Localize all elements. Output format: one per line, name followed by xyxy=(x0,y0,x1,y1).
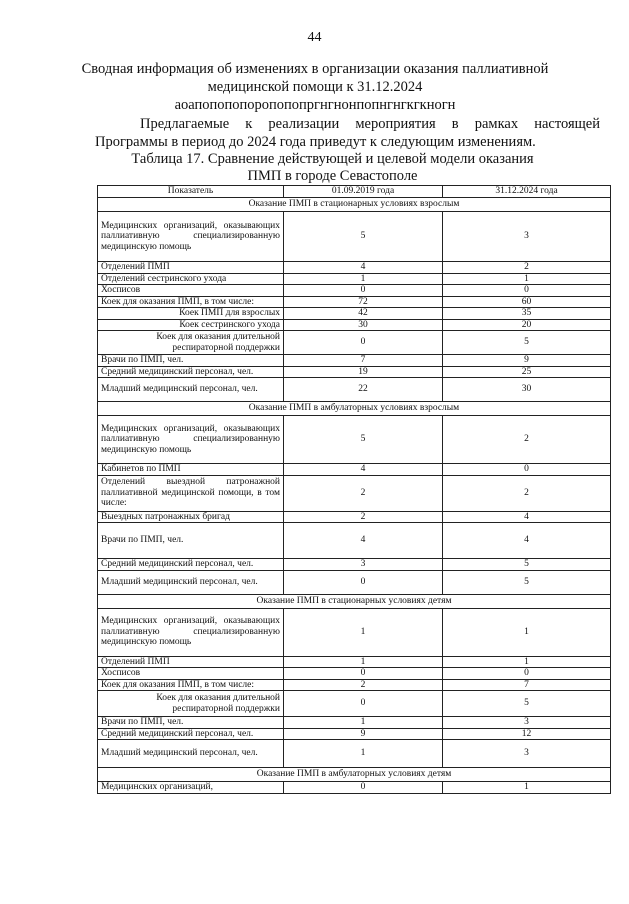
document-heading xyxy=(80,60,550,114)
value-2024: 5 xyxy=(443,570,611,594)
value-2019: 0 xyxy=(284,331,443,355)
value-2024: 12 xyxy=(443,728,611,740)
value-2024: 0 xyxy=(443,668,611,680)
table-row xyxy=(98,212,611,262)
value-2024: 4 xyxy=(443,511,611,523)
section-title: Оказание ПМП в стационарных условиях детям xyxy=(98,594,611,608)
row-label: Средний медицинский персонал, чел. xyxy=(98,559,284,571)
table-row xyxy=(98,679,611,691)
value-2024: 1 xyxy=(443,608,611,656)
row-label: Медицинских организаций, оказывающих паллиативную специализированную медицинскую помощь xyxy=(98,212,284,262)
row-label: Коек для оказания ПМП, в том числе: xyxy=(98,296,284,308)
row-label: Коек сестринского ухода xyxy=(98,319,284,331)
page-number: 44 xyxy=(307,30,322,45)
row-label: Врачи по ПМП, чел. xyxy=(98,355,284,367)
row-label: Коек ПМП для взрослых xyxy=(98,308,284,320)
value-2024: 7 xyxy=(443,679,611,691)
table-row xyxy=(98,308,611,320)
comparison-table xyxy=(97,185,611,794)
table-row xyxy=(98,717,611,729)
table-row xyxy=(98,464,611,476)
value-2019: 1 xyxy=(284,656,443,668)
value-2024: 20 xyxy=(443,319,611,331)
value-2019: 1 xyxy=(284,608,443,656)
value-2019: 1 xyxy=(284,273,443,285)
heading-line-1: Сводная информация об изменениях в организации оказания паллиативной xyxy=(81,61,549,77)
value-2019: 3 xyxy=(284,559,443,571)
table-row xyxy=(98,475,611,511)
value-2024: 3 xyxy=(443,717,611,729)
value-2024: 4 xyxy=(443,523,611,559)
value-2019: 5 xyxy=(284,416,443,464)
table-row xyxy=(98,608,611,656)
value-2019: 2 xyxy=(284,475,443,511)
row-label: Коек для оказания ПМП, в том числе: xyxy=(98,679,284,691)
value-2019: 4 xyxy=(284,523,443,559)
table-caption xyxy=(90,151,575,185)
table-row xyxy=(98,296,611,308)
row-label: Медицинских организаций, оказывающих паллиативную специализированную медицинскую помощь xyxy=(98,608,284,656)
section-title: Оказание ПМП в амбулаторных условиях детям xyxy=(98,768,611,782)
value-2019: 0 xyxy=(284,570,443,594)
table-row xyxy=(98,378,611,402)
value-2024: 60 xyxy=(443,296,611,308)
table-row xyxy=(98,656,611,668)
header-2024: 31.12.2024 года xyxy=(443,186,611,198)
value-2019: 4 xyxy=(284,262,443,274)
table-row xyxy=(98,262,611,274)
value-2019: 0 xyxy=(284,668,443,680)
value-2024: 0 xyxy=(443,285,611,297)
header-indicator: Показатель xyxy=(98,186,284,198)
value-2019: 42 xyxy=(284,308,443,320)
row-label: Коек для оказания длительной респираторной поддержки xyxy=(98,331,284,355)
value-2024: 1 xyxy=(443,782,611,794)
table-row xyxy=(98,740,611,768)
value-2024: 3 xyxy=(443,740,611,768)
value-2019: 2 xyxy=(284,511,443,523)
value-2019: 1 xyxy=(284,717,443,729)
value-2019: 72 xyxy=(284,296,443,308)
value-2019: 0 xyxy=(284,782,443,794)
value-2024: 2 xyxy=(443,416,611,464)
table-row xyxy=(98,273,611,285)
row-label: Медицинских организаций, оказывающих паллиативную специализированную медицинскую помощь xyxy=(98,416,284,464)
row-label: Отделений ПМП xyxy=(98,656,284,668)
table-row xyxy=(98,570,611,594)
table-caption-line-2: ПМП в городе Севастополе xyxy=(247,168,418,184)
value-2019: 1 xyxy=(284,740,443,768)
value-2024: 35 xyxy=(443,308,611,320)
value-2024: 3 xyxy=(443,212,611,262)
row-label: Выездных патронажных бригад xyxy=(98,511,284,523)
value-2024: 0 xyxy=(443,464,611,476)
row-label: Младший медицинский персонал, чел. xyxy=(98,378,284,402)
row-label: Младший медицинский персонал, чел. xyxy=(98,740,284,768)
value-2019: 4 xyxy=(284,464,443,476)
table-row xyxy=(98,416,611,464)
row-label: Младший медицинский персонал, чел. xyxy=(98,570,284,594)
table-row xyxy=(98,285,611,297)
value-2024: 30 xyxy=(443,378,611,402)
intro-paragraph-text: Предлагаемые к реализации мероприятия в рамках настоящей Программы в период до 2024 года приведут к следующим изменениям. xyxy=(95,116,600,150)
heading-line-3: аоапопопопоропопопргнгнонпопнгнгкгкногн xyxy=(174,97,456,113)
value-2019: 2 xyxy=(284,679,443,691)
table-row xyxy=(98,668,611,680)
value-2019: 30 xyxy=(284,319,443,331)
value-2019: 5 xyxy=(284,212,443,262)
value-2024: 25 xyxy=(443,366,611,378)
row-label: Отделений ПМП xyxy=(98,262,284,274)
table-row xyxy=(98,366,611,378)
row-label: Врачи по ПМП, чел. xyxy=(98,523,284,559)
value-2019: 0 xyxy=(284,691,443,717)
value-2024: 2 xyxy=(443,475,611,511)
table-row xyxy=(98,523,611,559)
table-row xyxy=(98,331,611,355)
row-label: Кабинетов по ПМП xyxy=(98,464,284,476)
value-2024: 9 xyxy=(443,355,611,367)
heading-line-2: медицинской помощи к 31.12.2024 xyxy=(207,79,423,95)
value-2019: 22 xyxy=(284,378,443,402)
table-caption-line-1: Таблица 17. Сравнение действующей и целевой модели оказания xyxy=(131,151,534,167)
section-title: Оказание ПМП в стационарных условиях взрослым xyxy=(98,198,611,212)
row-label: Отделений сестринского ухода xyxy=(98,273,284,285)
table-header-row xyxy=(98,186,611,198)
value-2024: 2 xyxy=(443,262,611,274)
table-row xyxy=(98,319,611,331)
value-2024: 5 xyxy=(443,559,611,571)
value-2024: 1 xyxy=(443,656,611,668)
section-title: Оказание ПМП в амбулаторных условиях взрослым xyxy=(98,402,611,416)
intro-paragraph xyxy=(95,115,600,151)
row-label: Медицинских организаций, xyxy=(98,782,284,794)
row-label: Отделений выездной патронажной паллиативной медицинской помощи, в том числе: xyxy=(98,475,284,511)
table-row xyxy=(98,559,611,571)
row-label: Врачи по ПМП, чел. xyxy=(98,717,284,729)
table-row xyxy=(98,511,611,523)
value-2019: 0 xyxy=(284,285,443,297)
header-2019: 01.09.2019 года xyxy=(284,186,443,198)
value-2024: 5 xyxy=(443,691,611,717)
value-2024: 5 xyxy=(443,331,611,355)
row-label: Хосписов xyxy=(98,668,284,680)
row-label: Средний медицинский персонал, чел. xyxy=(98,728,284,740)
table-row xyxy=(98,691,611,717)
row-label: Коек для оказания длительной респираторной поддержки xyxy=(98,691,284,717)
value-2019: 9 xyxy=(284,728,443,740)
table-row xyxy=(98,728,611,740)
value-2019: 19 xyxy=(284,366,443,378)
value-2024: 1 xyxy=(443,273,611,285)
table-row xyxy=(98,782,611,794)
value-2019: 7 xyxy=(284,355,443,367)
row-label: Средний медицинский персонал, чел. xyxy=(98,366,284,378)
row-label: Хосписов xyxy=(98,285,284,297)
table-row xyxy=(98,355,611,367)
